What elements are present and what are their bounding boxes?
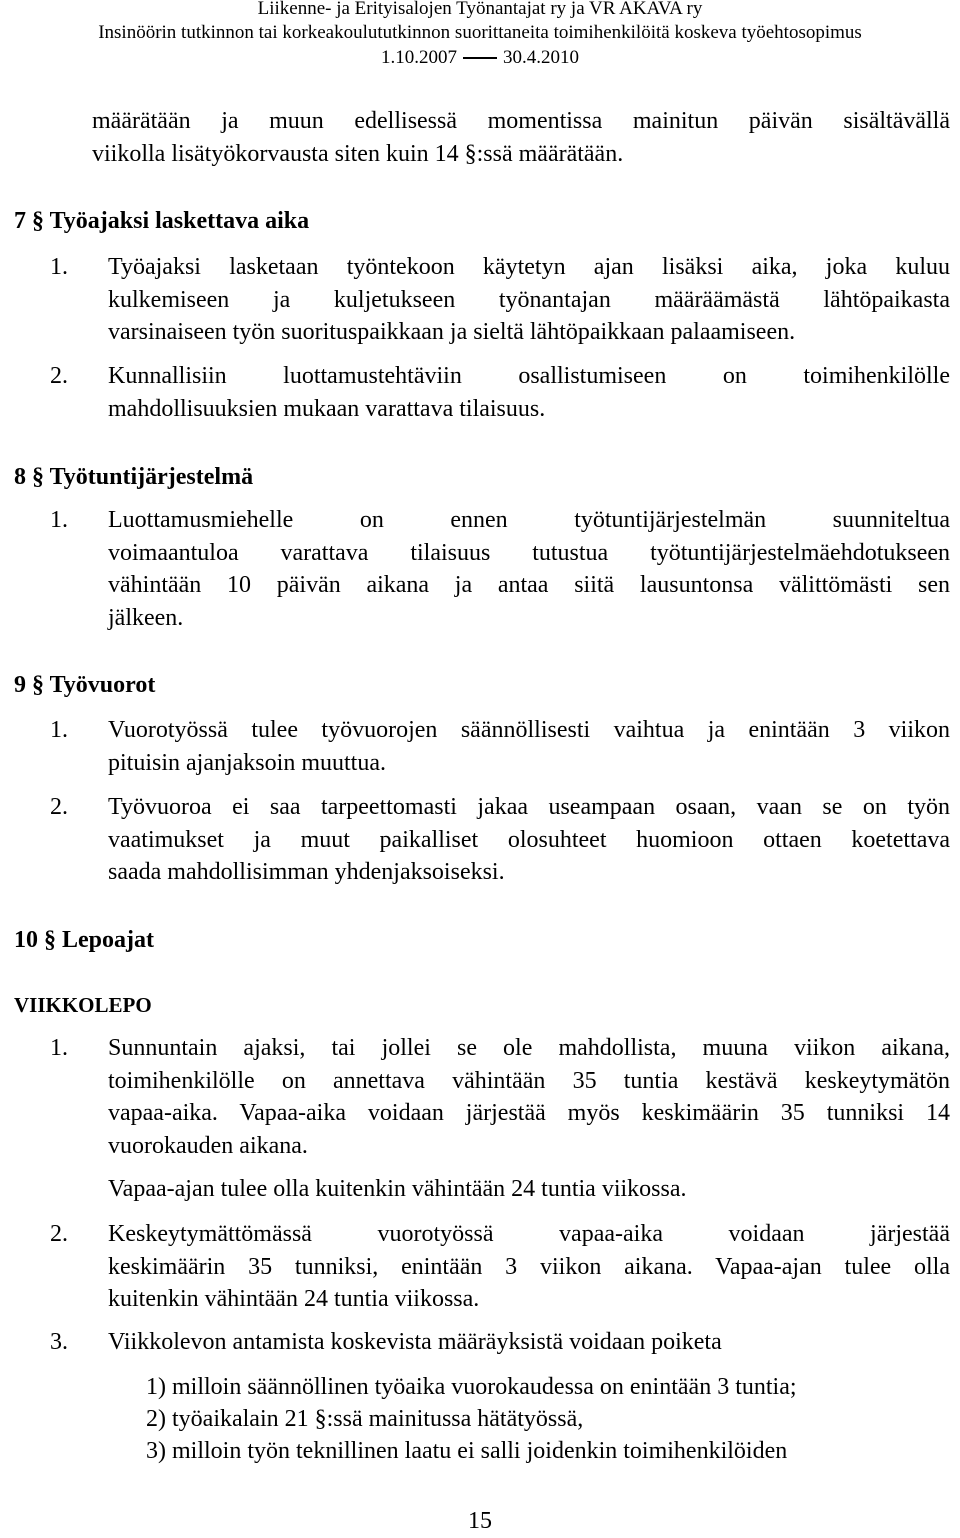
header-line-1: Liikenne- ja Erityisalojen Työnantajat ry ja VR AKAVA ry (257, 0, 703, 19)
list-item: 2) työaikalain 21 §:ssä mainitussa hätätyössä, (146, 1406, 584, 1432)
item-number: 2. (50, 363, 68, 389)
header-date-start: 1.10.2007 (381, 47, 457, 68)
text-line: vähintään 10 päivän aikana ja antaa siitä lausuntonsa välittömästi sen (108, 572, 950, 598)
item-number: 1. (50, 1035, 68, 1061)
exception-list (146, 1371, 797, 1467)
text-line: Sunnuntain ajaksi, tai jollei se ole mahdollista, muuna viikon aikana, (108, 1035, 950, 1061)
section-heading-8: 8 § Työtuntijärjestelmä (14, 464, 254, 490)
text-line: voimaantuloa varattava tilaisuus tutustua työtuntijärjestelmäehdotukseen (108, 539, 950, 566)
header-date-end: 30.4.2010 (503, 47, 579, 68)
item-number: 1. (50, 254, 68, 280)
item-number: 1. (50, 507, 68, 533)
date-dash (463, 57, 497, 59)
text-line: kuitenkin vähintään 24 tuntia viikossa. (108, 1286, 480, 1312)
s9-paragraph-1 (108, 714, 950, 779)
text-line: viikolla lisätyökorvausta siten kuin 14 §:ssä määrätään. (92, 140, 624, 167)
text-line: toimihenkilölle on annettava vähintään 35 tuntia kestävä keskeytymätön (108, 1067, 950, 1094)
text-line: saada mahdollisimman yhdenjaksoiseksi. (108, 859, 505, 885)
text-line: mahdollisuuksien mukaan varattava tilaisuus. (108, 395, 546, 422)
list-item: 1) milloin säännöllinen työaika vuorokaudessa on enintään 3 tuntia; (146, 1374, 797, 1400)
text-line: varsinaiseen työn suorituspaikkaan ja sieltä lähtöpaikkaan palaamiseen. (108, 319, 796, 345)
s9-paragraph-2 (108, 791, 950, 889)
item-number: 1. (50, 717, 68, 743)
text-line: jälkeen. (108, 604, 184, 631)
text-line: vapaa-aika. Vapaa-aika voidaan järjestää myös keskimäärin 35 tunniksi 14 (108, 1100, 950, 1126)
text-line: Työvuoroa ei saa tarpeettomasti jakaa useampaan osaan, vaan se on työn (108, 794, 950, 820)
intro-paragraph (92, 105, 950, 170)
text-line: Työajaksi lasketaan työntekoon käytetyn ajan lisäksi aika, joka kuluu (108, 254, 950, 280)
s10-paragraph-2 (108, 1218, 950, 1316)
text-line: vaatimukset ja muut paikalliset olosuhteet huomioon ottaen koetettava (108, 826, 950, 853)
text-line: Kunnallisiin luottamustehtäviin osallistumiseen on toimihenkilölle (108, 363, 950, 389)
page-number: 15 (468, 1508, 492, 1534)
text-line: keskimäärin 35 tunniksi, enintään 3 viikon aikana. Vapaa-ajan tulee olla (108, 1253, 950, 1280)
item-number: 2. (50, 794, 68, 820)
text-line: Luottamusmiehelle on ennen työtuntijärjestelmän suunniteltua (108, 507, 950, 533)
text-line: kulkemiseen ja kuljetukseen työnantajan määräämästä lähtöpaikasta (108, 286, 950, 313)
s7-paragraph-2 (108, 360, 950, 425)
section-heading-10: 10 § Lepoajat (14, 927, 154, 953)
s8-paragraph-1 (108, 504, 950, 634)
section-heading-7: 7 § Työajaksi laskettava aika (14, 208, 310, 234)
header-line-2: Insinöörin tutkinnon tai korkeakoulututkinnon suorittaneita toimihenkilöitä koskeva työehtosopimus (98, 22, 862, 43)
s10-paragraph-3 (108, 1326, 950, 1359)
text-line: vuorokauden aikana. (108, 1132, 308, 1159)
section-heading-9: 9 § Työvuorot (14, 672, 156, 698)
item-number: 2. (50, 1221, 68, 1247)
text-line: Keskeytymättömässä vuorotyössä vapaa-aika voidaan järjestää (108, 1221, 950, 1247)
s10-paragraph-1-extra (108, 1173, 950, 1206)
text-line: Viikkolevon antamista koskevista määräyksistä voidaan poiketa (108, 1329, 722, 1355)
text-line: pituisin ajanjaksoin muuttua. (108, 749, 386, 776)
text-line: Vuorotyössä tulee työvuorojen säännöllisesti vaihtua ja enintään 3 viikon (108, 717, 950, 743)
text-line: Vapaa-ajan tulee olla kuitenkin vähintään 24 tuntia viikossa. (108, 1176, 687, 1202)
list-item: 3) milloin työn teknillinen laatu ei salli joidenkin toimihenkilöiden (146, 1438, 788, 1464)
subheading-viikkolepo: VIIKKOLEPO (14, 993, 152, 1017)
s10-paragraph-1 (108, 1032, 950, 1162)
item-number: 3. (50, 1329, 68, 1355)
header-date-range (0, 46, 960, 70)
s7-paragraph-1 (108, 251, 950, 349)
text-line: määrätään ja muun edellisessä momentissa mainitun päivän sisältävällä (92, 108, 950, 134)
